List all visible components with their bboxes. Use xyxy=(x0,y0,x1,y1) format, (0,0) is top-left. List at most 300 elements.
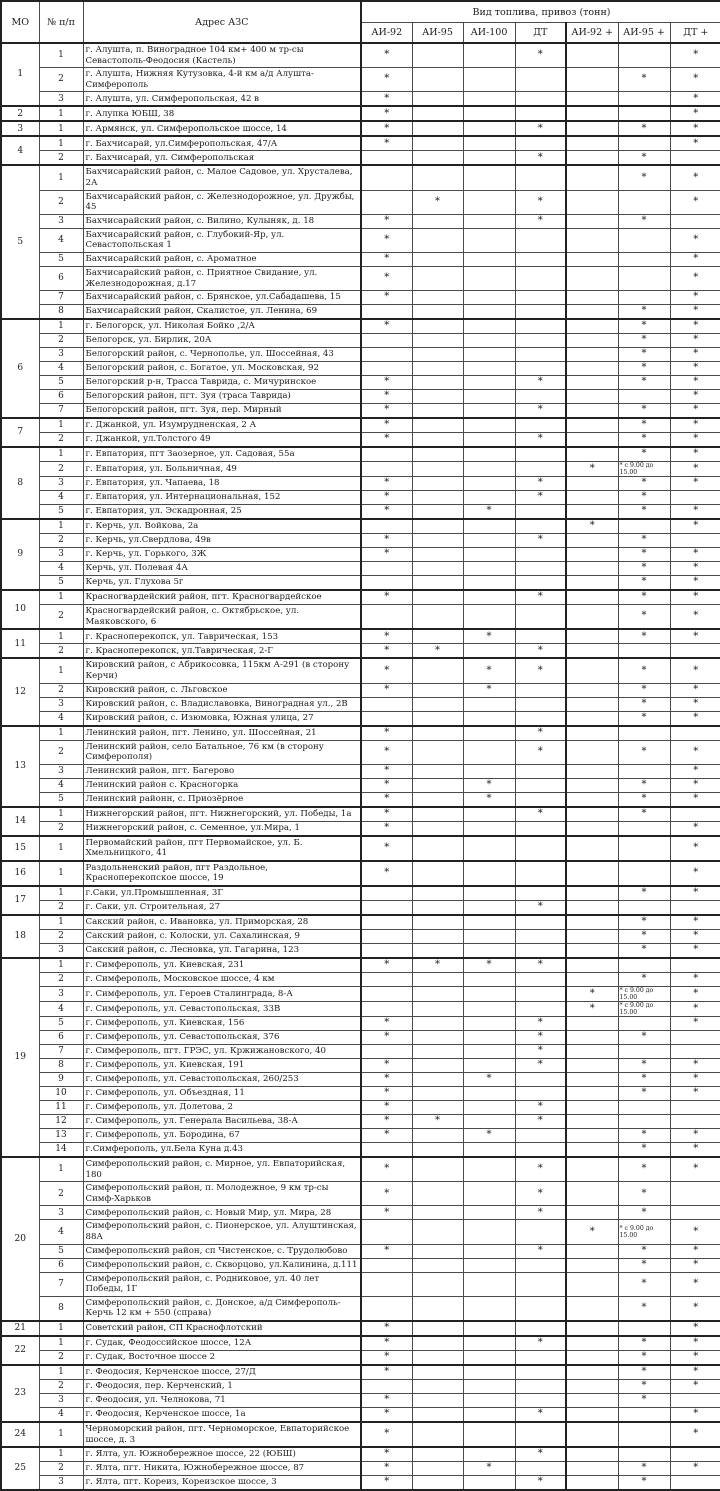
fuel-cell xyxy=(618,1408,670,1423)
fuel-cell xyxy=(515,447,566,462)
fuel-cell xyxy=(566,121,618,136)
fuel-cell xyxy=(566,629,618,644)
fuel-cell xyxy=(412,1408,463,1423)
fuel-cell: * xyxy=(361,214,412,228)
address-cell: г. Симферополь, ул. Киевская, 231 xyxy=(83,958,361,973)
fuel-cell xyxy=(361,151,412,166)
fuel-cell xyxy=(515,987,566,1002)
fuel-cell xyxy=(361,915,412,930)
fuel-cell: * xyxy=(618,1336,670,1351)
address-cell: г. Белогорск, ул. Николая Бойко ,2/А xyxy=(83,319,361,334)
fuel-cell xyxy=(566,973,618,987)
fuel-cell xyxy=(412,548,463,562)
fuel-cell: * xyxy=(670,1296,720,1321)
fuel-cell: * xyxy=(670,165,720,190)
fuel-cell: * xyxy=(670,190,720,214)
fuel-cell xyxy=(566,1351,618,1366)
fuel-cell xyxy=(361,190,412,214)
fuel-cell: * xyxy=(515,958,566,973)
fuel-cell xyxy=(412,711,463,726)
fuel-cell: * xyxy=(670,334,720,348)
table-row xyxy=(1,190,720,214)
table-row xyxy=(1,605,720,630)
fuel-cell xyxy=(515,106,566,121)
fuel-cell: * xyxy=(618,334,670,348)
mo-cell: 17 xyxy=(1,886,39,915)
fuel-cell xyxy=(412,1059,463,1073)
fuel-cell xyxy=(618,861,670,886)
table-row xyxy=(1,68,720,92)
fuel-cell xyxy=(412,390,463,404)
fuel-cell xyxy=(412,165,463,190)
fuel-cell: * xyxy=(463,658,515,683)
fuel-cell: * xyxy=(361,1476,412,1491)
fuel-cell xyxy=(670,901,720,916)
fuel-cell xyxy=(463,1101,515,1115)
fuel-cell xyxy=(515,1365,566,1380)
fuel-cell xyxy=(412,1321,463,1336)
fuel-cell: * xyxy=(361,807,412,822)
fuel-cell xyxy=(670,1101,720,1115)
table-row xyxy=(1,291,720,305)
table-row xyxy=(1,792,720,807)
fuel-cell xyxy=(566,491,618,505)
fuel-cell xyxy=(361,519,412,534)
fuel-cell: * xyxy=(670,376,720,390)
fuel-cell xyxy=(463,534,515,548)
fuel-cell xyxy=(463,807,515,822)
fuel-cell xyxy=(412,944,463,959)
fuel-cell xyxy=(463,190,515,214)
fuel-cell xyxy=(566,1336,618,1351)
fuel-cell: * xyxy=(361,861,412,886)
fuel-cell: * xyxy=(412,1115,463,1129)
fuel-cell: * с 9.00 до 15.00 xyxy=(618,1220,670,1244)
table-row xyxy=(1,165,720,190)
fuel-cell: * xyxy=(618,697,670,711)
address-cell: г. Симферополь, ул. Севастопольская, 260/253 xyxy=(83,1073,361,1087)
fuel-cell xyxy=(361,697,412,711)
fuel-cell: * xyxy=(618,629,670,644)
fuel-cell xyxy=(566,477,618,491)
fuel-cell: * xyxy=(515,214,566,228)
table-row xyxy=(1,319,720,334)
address-cell: Сакский район, с. Лесновка, ул. Гагарина, 123 xyxy=(83,944,361,959)
fuel-cell: * xyxy=(618,886,670,901)
fuel-cell: * xyxy=(361,1321,412,1336)
fuel-cell xyxy=(566,644,618,659)
fuel-cell: * xyxy=(515,1031,566,1045)
fuel-cell xyxy=(566,43,618,68)
address-cell: г. Симферополь, пгт. ГРЭС, ул. Кржижановского, 40 xyxy=(83,1045,361,1059)
row-number-cell: 1 xyxy=(39,590,83,605)
table-row xyxy=(1,711,720,726)
fuel-cell: * xyxy=(670,404,720,419)
fuel-cell: * xyxy=(361,505,412,520)
fuel-cell: * xyxy=(618,121,670,136)
table-row xyxy=(1,778,720,792)
fuel-cell xyxy=(566,697,618,711)
mo-cell: 5 xyxy=(1,165,39,319)
row-number-cell: 6 xyxy=(39,390,83,404)
fuel-cell: * xyxy=(361,1365,412,1380)
fuel-cell xyxy=(566,778,618,792)
fuel-cell xyxy=(670,644,720,659)
fuel-cell xyxy=(463,266,515,290)
address-cell: г. Симферополь, ул. Долетова, 2 xyxy=(83,1101,361,1115)
fuel-cell: * xyxy=(670,1059,720,1073)
mo-cell: 25 xyxy=(1,1447,39,1490)
fuel-cell xyxy=(463,1143,515,1158)
fuel-cell: * xyxy=(618,305,670,320)
row-number-cell: 7 xyxy=(39,404,83,419)
fuel-cell xyxy=(412,491,463,505)
address-cell: Красногвардейский район, пгт. Красногвардейское xyxy=(83,590,361,605)
fuel-cell xyxy=(566,151,618,166)
fuel-cell xyxy=(566,1143,618,1158)
mo-cell: 15 xyxy=(1,836,39,861)
fuel-cell xyxy=(463,1244,515,1258)
fuel-cell xyxy=(463,433,515,448)
fuel-cell xyxy=(361,605,412,630)
fuel-cell xyxy=(361,1380,412,1394)
address-cell: г. Евпатория, ул. Чапаева, 18 xyxy=(83,477,361,491)
fuel-cell xyxy=(515,136,566,151)
table-row xyxy=(1,477,720,491)
table-row xyxy=(1,1365,720,1380)
address-cell: Керчь, ул. Глухова 5г xyxy=(83,576,361,591)
fuel-cell xyxy=(412,1220,463,1244)
fuel-cell: * xyxy=(670,362,720,376)
fuel-cell: * xyxy=(618,973,670,987)
fuel-cell xyxy=(412,433,463,448)
fuel-cell: * xyxy=(515,1476,566,1491)
address-cell: Раздольненский район, пгт Раздольное, Красноперекопское шоссе, 19 xyxy=(83,861,361,886)
fuel-cell xyxy=(412,136,463,151)
fuel-cell xyxy=(618,1422,670,1447)
fuel-cell xyxy=(412,697,463,711)
fuel-cell xyxy=(618,106,670,121)
row-number-cell: 2 xyxy=(39,1182,83,1206)
fuel-cell: * xyxy=(618,1073,670,1087)
table-row xyxy=(1,562,720,576)
fuel-cell xyxy=(463,305,515,320)
fuel-cell: * xyxy=(670,519,720,534)
fuel-cell xyxy=(566,576,618,591)
fuel-cell xyxy=(515,68,566,92)
row-number-cell: 3 xyxy=(39,348,83,362)
table-row xyxy=(1,1087,720,1101)
fuel-cell: * xyxy=(670,447,720,462)
fuel-cell xyxy=(618,190,670,214)
fuel-cell xyxy=(515,683,566,697)
mo-cell: 11 xyxy=(1,629,39,658)
row-number-cell: 7 xyxy=(39,1045,83,1059)
fuel-cell xyxy=(566,1017,618,1031)
fuel-cell xyxy=(566,1476,618,1491)
fuel-cell xyxy=(670,491,720,505)
fuel-cell: * xyxy=(515,1182,566,1206)
fuel-cell xyxy=(463,1447,515,1462)
row-number-cell: 2 xyxy=(39,973,83,987)
table-row xyxy=(1,1321,720,1336)
address-cell: Красногвардейский район, с. Октябрьское, ул. Маяковского, 6 xyxy=(83,605,361,630)
fuel-cell xyxy=(515,1073,566,1087)
row-number-cell: 4 xyxy=(39,778,83,792)
fuel-cell xyxy=(463,362,515,376)
fuel-cell xyxy=(618,228,670,252)
fuel-cell xyxy=(463,418,515,433)
fuel-cell: * xyxy=(361,778,412,792)
fuel-cell xyxy=(361,1002,412,1017)
header-fuel-group: Вид топлива, привоз (тонн) xyxy=(361,1,720,23)
fuel-cell: * xyxy=(618,418,670,433)
fuel-cell xyxy=(412,151,463,166)
fuel-cell xyxy=(566,764,618,778)
table-row xyxy=(1,836,720,861)
fuel-cell xyxy=(566,214,618,228)
address-cell: г. Симферополь, ул. Генерала Васильева, 38-А xyxy=(83,1115,361,1129)
fuel-cell xyxy=(463,390,515,404)
table-row xyxy=(1,1115,720,1129)
fuel-cell xyxy=(412,252,463,266)
fuel-cell xyxy=(412,228,463,252)
fuel-cell: * xyxy=(618,807,670,822)
address-cell: г. Симферополь, ул. Объездная, 11 xyxy=(83,1087,361,1101)
fuel-cell xyxy=(361,305,412,320)
fuel-cell xyxy=(463,68,515,92)
address-cell: Черноморский район, пгт. Черноморское, Евпаторийское шоссе, д. 3 xyxy=(83,1422,361,1447)
fuel-cell: * xyxy=(670,711,720,726)
fuel-cell xyxy=(463,930,515,944)
fuel-cell: * xyxy=(515,740,566,764)
fuel-cell: * xyxy=(670,1129,720,1143)
fuel-cell xyxy=(361,562,412,576)
fuel-cell: * с 9.00 до 15.00 xyxy=(618,987,670,1002)
fuel-cell xyxy=(566,1422,618,1447)
row-number-cell: 2 xyxy=(39,644,83,659)
fuel-cell: * xyxy=(670,136,720,151)
fuel-cell xyxy=(515,519,566,534)
fuel-cell xyxy=(566,821,618,836)
fuel-cell xyxy=(566,1380,618,1394)
fuel-cell xyxy=(463,764,515,778)
fuel-cell xyxy=(515,1380,566,1394)
fuel-cell: * xyxy=(618,1296,670,1321)
fuel-cell: * xyxy=(618,1365,670,1380)
fuel-cell xyxy=(515,697,566,711)
address-cell: Керчь, ул. Полевая 4А xyxy=(83,562,361,576)
row-number-cell: 6 xyxy=(39,266,83,290)
fuel-cell xyxy=(463,1321,515,1336)
mo-cell: 7 xyxy=(1,418,39,447)
fuel-cell xyxy=(618,901,670,916)
fuel-cell: * xyxy=(670,305,720,320)
table-row xyxy=(1,1462,720,1476)
address-cell: Первомайский район, пгт Первомайское, ул. Б. Хмельницкого, 41 xyxy=(83,836,361,861)
table-row xyxy=(1,1258,720,1272)
fuel-cell: * xyxy=(515,1157,566,1182)
table-row xyxy=(1,658,720,683)
header-fuel-dt: ДТ xyxy=(515,23,566,44)
fuel-cell: * xyxy=(670,1422,720,1447)
row-number-cell: 1 xyxy=(39,1447,83,1462)
table-row xyxy=(1,1408,720,1423)
fuel-cell xyxy=(412,305,463,320)
address-cell: Бахчисарайский район, с. Железнодорожное, ул. Дружбы, 45 xyxy=(83,190,361,214)
fuel-cell xyxy=(515,1321,566,1336)
fuel-cell: * xyxy=(515,376,566,390)
fuel-cell: * xyxy=(618,915,670,930)
address-cell: г. Алушта, Нижняя Кутузовка, 4-й км а/д Алушта- Симферополь xyxy=(83,68,361,92)
fuel-cell xyxy=(463,121,515,136)
row-number-cell: 1 xyxy=(39,629,83,644)
row-number-cell: 8 xyxy=(39,1059,83,1073)
fuel-cell: * xyxy=(566,1002,618,1017)
table-row xyxy=(1,491,720,505)
fuel-cell xyxy=(412,1462,463,1476)
fuel-cell xyxy=(463,548,515,562)
fuel-cell xyxy=(515,362,566,376)
fuel-cell xyxy=(670,1182,720,1206)
fuel-cell xyxy=(412,1380,463,1394)
fuel-cell: * xyxy=(670,973,720,987)
fuel-cell xyxy=(566,136,618,151)
address-cell: г. Симферополь, ул. Героев Сталинграда, 8-А xyxy=(83,987,361,1002)
address-cell: г. Симферополь, ул. Киевская, 191 xyxy=(83,1059,361,1073)
address-cell: Симферопольский район, с. Скворцово, ул.Калинина, д.111 xyxy=(83,1258,361,1272)
address-cell: г. Ялта, пгт. Кореиз, Кореизское шоссе, 3 xyxy=(83,1476,361,1491)
fuel-cell: * xyxy=(670,1258,720,1272)
fuel-cell xyxy=(361,1296,412,1321)
fuel-cell: * xyxy=(412,190,463,214)
fuel-cell xyxy=(412,1182,463,1206)
fuel-cell: * xyxy=(515,477,566,491)
header-fuel-dtplus: ДТ + xyxy=(670,23,720,44)
fuel-cell: * xyxy=(515,433,566,448)
fuel-cell: * xyxy=(463,1462,515,1476)
fuel-cell xyxy=(566,683,618,697)
fuel-cell xyxy=(463,1380,515,1394)
row-number-cell: 1 xyxy=(39,1321,83,1336)
table-row xyxy=(1,106,720,121)
fuel-cell: * xyxy=(618,362,670,376)
table-row xyxy=(1,433,720,448)
table-row xyxy=(1,886,720,901)
row-number-cell: 7 xyxy=(39,291,83,305)
fuel-cell xyxy=(670,958,720,973)
fuel-cell: * xyxy=(361,1031,412,1045)
fuel-cell xyxy=(412,930,463,944)
fuel-cell xyxy=(463,1002,515,1017)
fuel-cell: * xyxy=(515,807,566,822)
fuel-cell: * xyxy=(361,92,412,107)
fuel-cell xyxy=(463,605,515,630)
fuel-cell xyxy=(463,1296,515,1321)
fuel-cell xyxy=(566,792,618,807)
fuel-cell xyxy=(412,778,463,792)
fuel-cell: * xyxy=(670,1017,720,1031)
table-row xyxy=(1,861,720,886)
fuel-cell xyxy=(412,792,463,807)
fuel-cell xyxy=(412,376,463,390)
address-cell: г. Евпатория, ул. Эскадронная, 25 xyxy=(83,505,361,520)
fuel-cell: * xyxy=(463,792,515,807)
fuel-cell: * xyxy=(618,658,670,683)
table-row xyxy=(1,505,720,520)
table-row xyxy=(1,1002,720,1017)
fuel-cell xyxy=(412,1129,463,1143)
fuel-cell xyxy=(515,1351,566,1366)
row-number-cell: 3 xyxy=(39,697,83,711)
fuel-cell xyxy=(412,1206,463,1220)
fuel-cell: * xyxy=(515,151,566,166)
row-number-cell: 5 xyxy=(39,1017,83,1031)
table-row xyxy=(1,266,720,290)
row-number-cell: 2 xyxy=(39,1380,83,1394)
fuel-cell: * xyxy=(670,1321,720,1336)
fuel-cell: * xyxy=(618,590,670,605)
fuel-cell: * xyxy=(670,1073,720,1087)
fuel-cell: * xyxy=(463,683,515,697)
header-row-number: № п/п xyxy=(39,1,83,43)
address-cell: г. Симферополь, Московское шоссе, 4 км xyxy=(83,973,361,987)
table-row xyxy=(1,1143,720,1158)
fuel-cell: * xyxy=(515,1045,566,1059)
fuel-cell: * xyxy=(515,190,566,214)
address-cell: г. Керчь, ул. Горького, 3Ж xyxy=(83,548,361,562)
fuel-cell: * xyxy=(515,726,566,741)
fuel-cell: * xyxy=(670,861,720,886)
fuel-cell: * xyxy=(618,1351,670,1366)
fuel-cell: * xyxy=(670,1002,720,1017)
fuel-cell: * xyxy=(361,228,412,252)
fuel-cell xyxy=(566,740,618,764)
fuel-cell xyxy=(361,711,412,726)
fuel-cell: * xyxy=(361,1206,412,1220)
address-cell: Бахчисарайский район, с. Приятное Свидание, ул. Железнодорожная, д.17 xyxy=(83,266,361,290)
fuel-cell xyxy=(463,491,515,505)
row-number-cell: 1 xyxy=(39,1365,83,1380)
row-number-cell: 1 xyxy=(39,418,83,433)
fuel-cell xyxy=(463,404,515,419)
address-cell: г. Симферополь, ул. Севастопольская, 376 xyxy=(83,1031,361,1045)
fuel-cell: * xyxy=(618,151,670,166)
fuel-cell: * xyxy=(618,1059,670,1073)
fuel-cell xyxy=(463,697,515,711)
fuel-cell: * xyxy=(361,1101,412,1115)
fuel-cell xyxy=(670,1206,720,1220)
fuel-cell: * xyxy=(361,390,412,404)
address-cell: г. Симферополь, ул. Севастопольская, 33В xyxy=(83,1002,361,1017)
fuel-cell xyxy=(566,447,618,462)
mo-cell: 6 xyxy=(1,319,39,418)
fuel-cell xyxy=(618,291,670,305)
fuel-cell xyxy=(515,1087,566,1101)
fuel-cell: * xyxy=(670,915,720,930)
address-cell: Белогорский район, пгт. Зуя (траса Таврида) xyxy=(83,390,361,404)
row-number-cell: 1 xyxy=(39,861,83,886)
fuel-cell xyxy=(515,1272,566,1296)
table-row xyxy=(1,644,720,659)
address-cell: г. Бахчисарай, ул. Симферопольская xyxy=(83,151,361,166)
fuel-cell xyxy=(412,404,463,419)
row-number-cell: 2 xyxy=(39,821,83,836)
row-number-cell: 4 xyxy=(39,491,83,505)
fuel-cell: * xyxy=(515,1017,566,1031)
fuel-cell xyxy=(463,252,515,266)
fuel-cell: * xyxy=(670,1365,720,1380)
